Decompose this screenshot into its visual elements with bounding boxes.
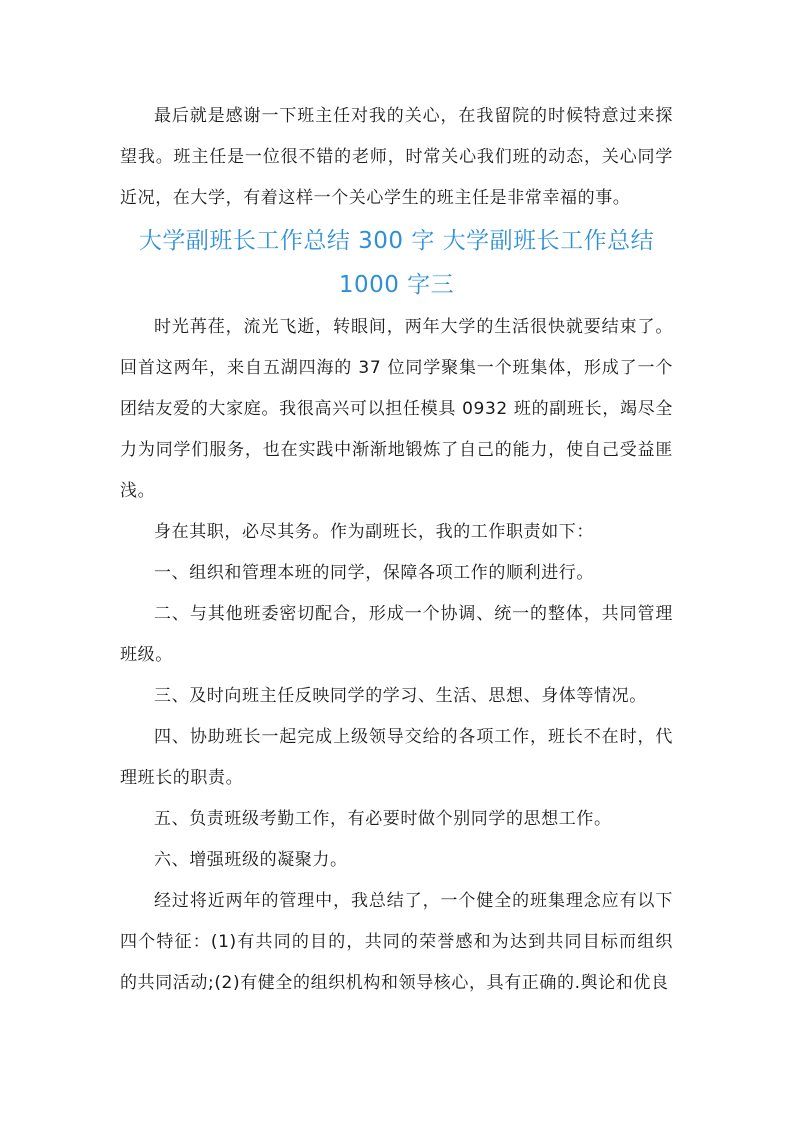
paragraph-summary: 经过将近两年的管理中，我总结了，一个健全的班集理念应有以下四个特征：(1)有共同的目的，共同的荣誉感和为达到共同目标而组织的共同活动;(2)有健全的组织机构和领导核心，具有正确的.舆论和优良 [120,891,673,993]
paragraph-2: 身在其职，必尽其务。作为副班长，我的工作职责如下： [154,522,594,542]
paragraph-1: 时光苒荏，流光飞逝，转眼间，两年大学的生活很快就要结束了。回首这两年，来自五湖四海的 37 位同学聚集一个班集体，形成了一个团结友爱的大家庭。我很高兴可以担任模具 0932 班的副班长，竭尽全力为同学们服务，也在实践中渐渐地锻炼了自己的能力，使自己受益匪浅。 [120,317,673,501]
section-heading: 大学副班长工作总结 300 字 大学副班长工作总结 1000 字三 [138,228,655,298]
paragraph-intro: 最后就是感谢一下班主任对我的关心，在我留院的时候特意过来探望我。班主任是一位很不错的老师，时常关心我们班的动态，关心同学近况，在大学，有着这样一个关心学生的班主任是非常幸福的事。 [120,106,673,208]
document-page [120,96,673,1004]
duty-item-5: 五、负责班级考勤工作，有必要时做个别同学的思想工作。 [154,809,612,829]
duty-item-6: 六、增强班级的凝聚力。 [154,850,348,870]
duty-item-4: 四、协助班长一起完成上级领导交给的各项工作，班长不在时，代理班长的职责。 [120,727,673,788]
duty-item-1: 一、组织和管理本班的同学，保障各项工作的顺利进行。 [154,563,594,583]
duty-item-3: 三、及时向班主任反映同学的学习、生活、思想、身体等情况。 [154,686,647,706]
duty-item-2: 二、与其他班委密切配合，形成一个协调、统一的整体，共同管理班级。 [120,604,673,665]
